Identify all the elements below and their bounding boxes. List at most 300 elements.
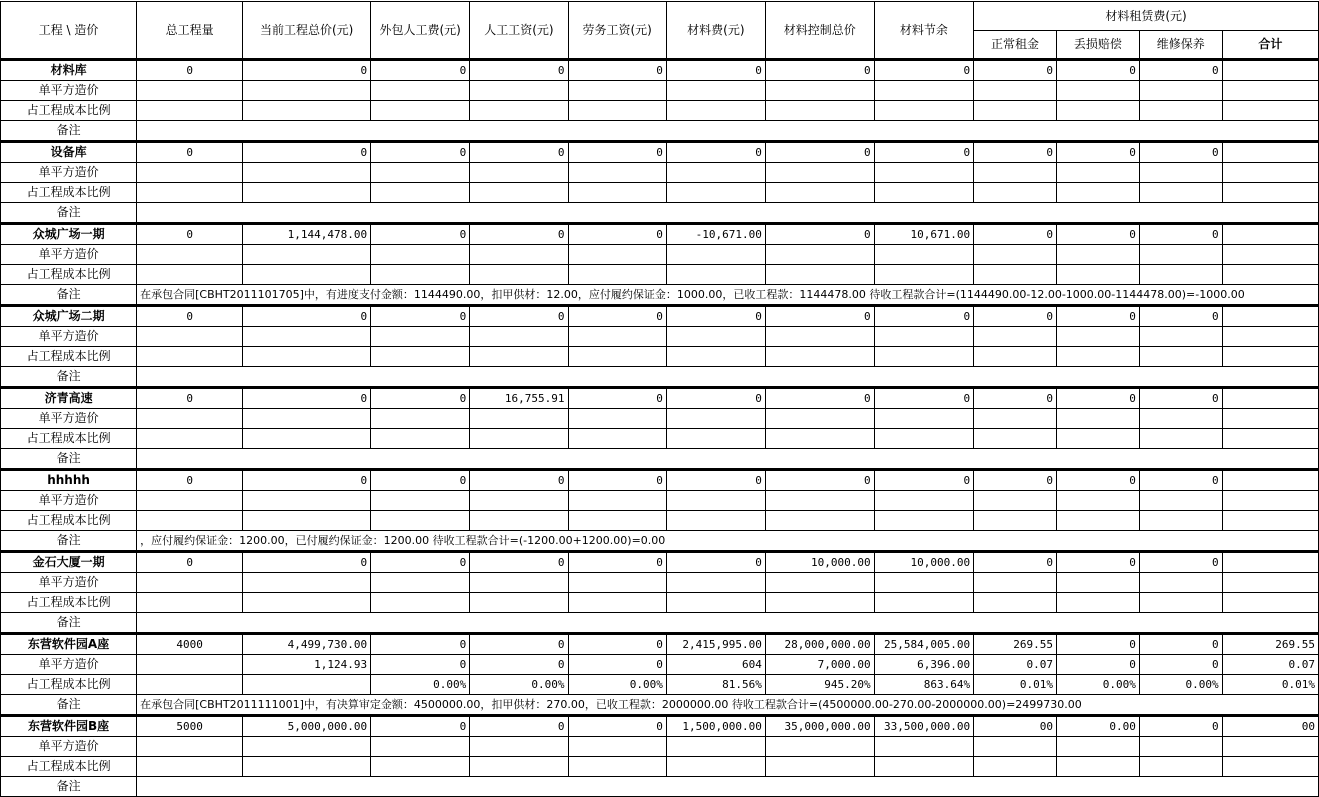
cell-value[interactable] (371, 593, 470, 613)
cell-value[interactable] (371, 429, 470, 449)
cell-value[interactable] (974, 491, 1057, 511)
cell-value[interactable] (243, 593, 371, 613)
remark-cell[interactable] (137, 777, 1319, 797)
cell-value[interactable] (1222, 757, 1318, 777)
cell-value[interactable]: 0 (371, 388, 470, 409)
cell-value[interactable] (765, 409, 874, 429)
cell-value[interactable] (243, 429, 371, 449)
col-header-outsourced-labor[interactable]: 外包人工费(元) (371, 2, 470, 60)
cell-value[interactable]: 0 (243, 306, 371, 327)
cell-value[interactable]: 0 (470, 716, 568, 737)
cell-value[interactable]: 0 (470, 552, 568, 573)
cell-value[interactable] (874, 429, 974, 449)
col-header-service-wages[interactable]: 劳务工资(元) (568, 2, 666, 60)
cell-value[interactable] (666, 327, 765, 347)
cell-value[interactable] (974, 347, 1057, 367)
cell-value[interactable] (137, 737, 243, 757)
cell-value[interactable]: 0 (666, 388, 765, 409)
cell-value[interactable]: 5,000,000.00 (243, 716, 371, 737)
cell-value[interactable] (1056, 757, 1139, 777)
cell-value[interactable] (371, 757, 470, 777)
cell-value[interactable] (874, 593, 974, 613)
cell-value[interactable] (974, 101, 1057, 121)
cell-value[interactable]: 0 (1139, 224, 1222, 245)
cell-value[interactable] (243, 737, 371, 757)
cell-value[interactable]: 0 (568, 552, 666, 573)
cell-value[interactable]: 0 (137, 224, 243, 245)
cell-value[interactable]: 10,671.00 (874, 224, 974, 245)
cell-value[interactable] (874, 163, 974, 183)
cell-value[interactable]: 604 (666, 655, 765, 675)
cell-value[interactable] (371, 183, 470, 203)
cell-value[interactable]: 10,000.00 (874, 552, 974, 573)
cell-value[interactable] (568, 81, 666, 101)
cell-value[interactable] (874, 265, 974, 285)
cell-value[interactable] (765, 81, 874, 101)
cell-value[interactable] (470, 573, 568, 593)
cell-value[interactable]: 0 (974, 470, 1057, 491)
cell-value[interactable] (470, 409, 568, 429)
cell-value[interactable]: 0 (371, 60, 470, 81)
cell-value[interactable] (1056, 491, 1139, 511)
cell-value[interactable]: 1,144,478.00 (243, 224, 371, 245)
cell-value[interactable] (1139, 757, 1222, 777)
cell-value[interactable]: 0 (568, 716, 666, 737)
cell-value[interactable] (666, 245, 765, 265)
col-header-maintenance[interactable]: 维修保养 (1139, 31, 1222, 60)
cell-value[interactable] (874, 757, 974, 777)
cell-value[interactable] (568, 101, 666, 121)
cell-value[interactable] (470, 81, 568, 101)
cell-value[interactable]: 0 (1139, 716, 1222, 737)
cell-value[interactable] (243, 327, 371, 347)
cell-value[interactable]: 0 (470, 224, 568, 245)
cell-value[interactable] (765, 327, 874, 347)
cell-value[interactable] (1222, 101, 1318, 121)
cell-value[interactable] (1139, 81, 1222, 101)
cell-value[interactable]: 0 (371, 306, 470, 327)
col-header-material-savings[interactable]: 材料节余 (874, 2, 974, 60)
cell-value[interactable] (243, 757, 371, 777)
col-header-total-quantity[interactable]: 总工程量 (137, 2, 243, 60)
col-header-material-control-total[interactable]: 材料控制总价 (765, 2, 874, 60)
cell-value[interactable] (1056, 347, 1139, 367)
cell-value[interactable]: 4000 (137, 634, 243, 655)
cell-value[interactable] (874, 737, 974, 757)
cell-value[interactable] (974, 573, 1057, 593)
cell-value[interactable] (666, 409, 765, 429)
cell-value[interactable] (371, 163, 470, 183)
cell-value[interactable] (1222, 347, 1318, 367)
cell-value[interactable] (470, 265, 568, 285)
cell-value[interactable]: 0 (974, 142, 1057, 163)
cell-value[interactable] (974, 593, 1057, 613)
cell-value[interactable]: 0.00% (371, 675, 470, 695)
cell-value[interactable]: 0 (1056, 60, 1139, 81)
project-name[interactable]: 众城广场一期 (1, 224, 137, 245)
cell-value[interactable] (243, 101, 371, 121)
cell-value[interactable] (1139, 409, 1222, 429)
cell-value[interactable]: 0 (666, 470, 765, 491)
cell-value[interactable]: 0 (470, 470, 568, 491)
cell-value[interactable] (137, 757, 243, 777)
cell-value[interactable]: 33,500,000.00 (874, 716, 974, 737)
cell-value[interactable] (470, 593, 568, 613)
remark-cell[interactable] (137, 121, 1319, 142)
cell-value[interactable] (243, 81, 371, 101)
cell-value[interactable]: 0 (874, 388, 974, 409)
cell-value[interactable] (243, 573, 371, 593)
cell-value[interactable] (243, 675, 371, 695)
cell-value[interactable]: 0.00% (1139, 675, 1222, 695)
cell-value[interactable]: 0 (568, 388, 666, 409)
cell-value[interactable]: 0 (568, 60, 666, 81)
cell-value[interactable]: 0 (1139, 634, 1222, 655)
cell-value[interactable]: 10,000.00 (765, 552, 874, 573)
cell-value[interactable]: 0 (371, 552, 470, 573)
cell-value[interactable] (1139, 245, 1222, 265)
cell-value[interactable]: 0 (1139, 470, 1222, 491)
cell-value[interactable] (974, 409, 1057, 429)
cell-value[interactable] (974, 81, 1057, 101)
cell-value[interactable] (765, 265, 874, 285)
cell-value[interactable] (666, 81, 765, 101)
cell-value[interactable] (1222, 265, 1318, 285)
cell-value[interactable]: 0.07 (974, 655, 1057, 675)
cell-value[interactable]: 0 (1139, 306, 1222, 327)
cell-value[interactable]: 0 (1056, 224, 1139, 245)
cell-value[interactable]: 0 (974, 306, 1057, 327)
cell-value[interactable]: 00 (974, 716, 1057, 737)
cell-value[interactable] (470, 737, 568, 757)
cell-value[interactable] (137, 593, 243, 613)
cell-value[interactable] (243, 183, 371, 203)
cell-value[interactable]: 0 (974, 388, 1057, 409)
cell-value[interactable] (470, 245, 568, 265)
cell-value[interactable] (1222, 429, 1318, 449)
cell-value[interactable] (1139, 101, 1222, 121)
cell-value[interactable] (137, 409, 243, 429)
cell-value[interactable] (874, 183, 974, 203)
cell-value[interactable]: -10,671.00 (666, 224, 765, 245)
project-name[interactable]: 东营软件园B座 (1, 716, 137, 737)
cell-value[interactable] (243, 347, 371, 367)
cell-value[interactable] (137, 511, 243, 531)
col-header-current-total-price[interactable]: 当前工程总价(元) (243, 2, 371, 60)
cell-value[interactable] (765, 101, 874, 121)
cell-value[interactable]: 0 (765, 60, 874, 81)
cell-value[interactable]: 7,000.00 (765, 655, 874, 675)
cell-value[interactable] (568, 491, 666, 511)
cell-value[interactable]: 0.00 (1056, 716, 1139, 737)
cell-value[interactable] (1139, 265, 1222, 285)
cell-value[interactable] (874, 327, 974, 347)
cell-value[interactable]: 0 (371, 142, 470, 163)
cell-value[interactable] (666, 265, 765, 285)
cell-value[interactable] (765, 511, 874, 531)
cell-value[interactable] (1139, 347, 1222, 367)
cell-value[interactable]: 0 (1056, 388, 1139, 409)
cell-value[interactable] (137, 655, 243, 675)
cell-value[interactable]: 0 (1139, 388, 1222, 409)
cell-value[interactable] (1222, 409, 1318, 429)
cell-value[interactable]: 0 (1056, 634, 1139, 655)
cell-value[interactable] (470, 511, 568, 531)
cell-value[interactable]: 0 (371, 655, 470, 675)
cell-value[interactable] (137, 101, 243, 121)
cell-value[interactable]: 16,755.91 (470, 388, 568, 409)
cell-value[interactable] (874, 491, 974, 511)
col-header-labor-wages[interactable]: 人工工资(元) (470, 2, 568, 60)
cell-value[interactable]: 2,415,995.00 (666, 634, 765, 655)
cell-value[interactable]: 0 (765, 306, 874, 327)
cell-value[interactable] (1139, 573, 1222, 593)
cell-value[interactable] (1222, 60, 1318, 81)
project-name[interactable]: 众城广场二期 (1, 306, 137, 327)
cell-value[interactable] (137, 163, 243, 183)
cell-value[interactable] (974, 327, 1057, 347)
cell-value[interactable] (137, 347, 243, 367)
cell-value[interactable]: 0 (874, 470, 974, 491)
cell-value[interactable] (974, 737, 1057, 757)
cell-value[interactable]: 0 (1056, 306, 1139, 327)
cell-value[interactable]: 0 (137, 306, 243, 327)
col-header-rental-total[interactable]: 合计 (1222, 31, 1318, 60)
cell-value[interactable]: 0 (470, 306, 568, 327)
cell-value[interactable]: 0 (568, 470, 666, 491)
remark-cell[interactable]: 在承包合同[CBHT2011101705]中，有进度支付金额：1144490.00，扣甲供材：12.00，应付履约保证金：1000.00，已收工程款：1144478.00 待收工程款合计=(1144490.00-12.00-1000.00-1144478.00)=-1000.00 (137, 285, 1319, 306)
cell-value[interactable] (1222, 593, 1318, 613)
cell-value[interactable]: 0 (1056, 655, 1139, 675)
cell-value[interactable] (1222, 142, 1318, 163)
cell-value[interactable]: 0 (371, 470, 470, 491)
cell-value[interactable] (1222, 163, 1318, 183)
cell-value[interactable] (765, 593, 874, 613)
cell-value[interactable] (470, 327, 568, 347)
cell-value[interactable] (568, 737, 666, 757)
cell-value[interactable] (137, 491, 243, 511)
cell-value[interactable] (1139, 163, 1222, 183)
cell-value[interactable]: 4,499,730.00 (243, 634, 371, 655)
project-name[interactable]: 金石大厦一期 (1, 552, 137, 573)
cell-value[interactable] (974, 511, 1057, 531)
remark-cell[interactable] (137, 613, 1319, 634)
cell-value[interactable]: 0 (371, 224, 470, 245)
cell-value[interactable]: 0 (1139, 60, 1222, 81)
cell-value[interactable] (666, 429, 765, 449)
cell-value[interactable]: 0 (666, 142, 765, 163)
cell-value[interactable] (243, 409, 371, 429)
cell-value[interactable] (874, 511, 974, 531)
cell-value[interactable] (371, 737, 470, 757)
cell-value[interactable]: 0 (137, 60, 243, 81)
cell-value[interactable] (371, 265, 470, 285)
cell-value[interactable] (765, 183, 874, 203)
cell-value[interactable] (765, 757, 874, 777)
cell-value[interactable]: 0 (243, 470, 371, 491)
cell-value[interactable]: 28,000,000.00 (765, 634, 874, 655)
cell-value[interactable] (874, 573, 974, 593)
cell-value[interactable] (1056, 511, 1139, 531)
cell-value[interactable]: 0 (243, 60, 371, 81)
cell-value[interactable] (765, 163, 874, 183)
cell-value[interactable] (137, 245, 243, 265)
remark-cell[interactable]: 在承包合同[CBHT2011111001]中，有决算审定金额：4500000.00，扣甲供材：270.00，已收工程款：2000000.00 待收工程款合计=(4500000.00-270.00-2000000.00)=2499730.00 (137, 695, 1319, 716)
project-name[interactable]: 东营软件园A座 (1, 634, 137, 655)
cell-value[interactable] (243, 511, 371, 531)
cell-value[interactable] (666, 757, 765, 777)
cell-value[interactable] (1056, 265, 1139, 285)
cell-value[interactable] (974, 429, 1057, 449)
cell-value[interactable]: 0 (243, 142, 371, 163)
cell-value[interactable] (470, 757, 568, 777)
cell-value[interactable] (568, 573, 666, 593)
cell-value[interactable] (765, 245, 874, 265)
cell-value[interactable] (470, 183, 568, 203)
cell-value[interactable] (666, 593, 765, 613)
cell-value[interactable] (371, 245, 470, 265)
cell-value[interactable] (137, 327, 243, 347)
cell-value[interactable]: 0 (765, 142, 874, 163)
cell-value[interactable] (765, 491, 874, 511)
cell-value[interactable]: 0 (974, 60, 1057, 81)
cell-value[interactable] (974, 757, 1057, 777)
cell-value[interactable]: 0 (568, 224, 666, 245)
cell-value[interactable] (371, 573, 470, 593)
cell-value[interactable] (1056, 327, 1139, 347)
cell-value[interactable] (1139, 429, 1222, 449)
cell-value[interactable] (568, 265, 666, 285)
cell-value[interactable]: 0 (568, 142, 666, 163)
cell-value[interactable] (137, 265, 243, 285)
cell-value[interactable] (568, 245, 666, 265)
cell-value[interactable]: 945.20% (765, 675, 874, 695)
col-header-loss-compensation[interactable]: 丢损赔偿 (1056, 31, 1139, 60)
cell-value[interactable] (765, 737, 874, 757)
cell-value[interactable] (1056, 245, 1139, 265)
cell-value[interactable]: 0 (1056, 552, 1139, 573)
cell-value[interactable]: 1,500,000.00 (666, 716, 765, 737)
col-header-rental-group[interactable]: 材料租赁费(元) (974, 2, 1319, 31)
cell-value[interactable] (470, 347, 568, 367)
cell-value[interactable]: 0 (470, 634, 568, 655)
cell-value[interactable]: 0 (137, 470, 243, 491)
cell-value[interactable] (371, 511, 470, 531)
cell-value[interactable] (243, 245, 371, 265)
cell-value[interactable]: 0 (765, 388, 874, 409)
cell-value[interactable]: 0 (765, 470, 874, 491)
cell-value[interactable]: 0 (1139, 552, 1222, 573)
cell-value[interactable] (1222, 327, 1318, 347)
remark-cell[interactable] (137, 203, 1319, 224)
cell-value[interactable]: 269.55 (974, 634, 1057, 655)
cell-value[interactable]: 0 (470, 655, 568, 675)
cell-value[interactable] (568, 183, 666, 203)
cell-value[interactable] (137, 675, 243, 695)
cell-value[interactable] (1139, 511, 1222, 531)
cell-value[interactable] (371, 101, 470, 121)
cell-value[interactable] (666, 347, 765, 367)
cell-value[interactable]: 0 (371, 716, 470, 737)
cell-value[interactable] (568, 429, 666, 449)
cell-value[interactable]: 5000 (137, 716, 243, 737)
cell-value[interactable]: 0 (666, 552, 765, 573)
cell-value[interactable]: 0 (765, 224, 874, 245)
cell-value[interactable]: 0 (568, 655, 666, 675)
cell-value[interactable] (1056, 409, 1139, 429)
cell-value[interactable]: 0 (1139, 655, 1222, 675)
cell-value[interactable] (1056, 101, 1139, 121)
cell-value[interactable] (666, 491, 765, 511)
cell-value[interactable] (568, 409, 666, 429)
cell-value[interactable] (974, 183, 1057, 203)
cell-value[interactable] (1222, 183, 1318, 203)
cell-value[interactable] (666, 737, 765, 757)
cell-value[interactable] (974, 245, 1057, 265)
cell-value[interactable]: 0 (568, 306, 666, 327)
cell-value[interactable] (1056, 429, 1139, 449)
cell-value[interactable] (974, 265, 1057, 285)
cell-value[interactable] (1056, 81, 1139, 101)
cell-value[interactable]: 00 (1222, 716, 1318, 737)
cell-value[interactable] (137, 573, 243, 593)
cell-value[interactable]: 0 (874, 142, 974, 163)
cell-value[interactable] (666, 163, 765, 183)
cell-value[interactable] (243, 163, 371, 183)
remark-cell[interactable] (137, 367, 1319, 388)
cell-value[interactable] (568, 593, 666, 613)
cell-value[interactable] (874, 101, 974, 121)
cell-value[interactable]: 0 (1139, 142, 1222, 163)
cell-value[interactable]: 0 (974, 552, 1057, 573)
cell-value[interactable] (243, 265, 371, 285)
cell-value[interactable]: 25,584,005.00 (874, 634, 974, 655)
cell-value[interactable] (470, 491, 568, 511)
cell-value[interactable]: 0 (243, 552, 371, 573)
cell-value[interactable]: 0 (666, 60, 765, 81)
cell-value[interactable]: 0 (470, 142, 568, 163)
cell-value[interactable] (371, 409, 470, 429)
cell-value[interactable]: 863.64% (874, 675, 974, 695)
cell-value[interactable]: 0.00% (470, 675, 568, 695)
cell-value[interactable] (874, 245, 974, 265)
cell-value[interactable]: 0 (666, 306, 765, 327)
cell-value[interactable] (1222, 388, 1318, 409)
cell-value[interactable]: 0 (243, 388, 371, 409)
cell-value[interactable]: 35,000,000.00 (765, 716, 874, 737)
cell-value[interactable]: 0 (874, 306, 974, 327)
cell-value[interactable] (568, 347, 666, 367)
col-header-material-cost[interactable]: 材料费(元) (666, 2, 765, 60)
cell-value[interactable]: 0 (137, 388, 243, 409)
cell-value[interactable] (974, 163, 1057, 183)
cell-value[interactable] (1139, 593, 1222, 613)
cell-value[interactable] (568, 163, 666, 183)
cell-value[interactable]: 0 (137, 142, 243, 163)
cell-value[interactable] (874, 409, 974, 429)
cell-value[interactable] (765, 347, 874, 367)
cell-value[interactable] (470, 429, 568, 449)
cell-value[interactable] (1139, 737, 1222, 757)
cell-value[interactable] (243, 491, 371, 511)
cell-value[interactable]: 0.01% (974, 675, 1057, 695)
cell-value[interactable] (371, 327, 470, 347)
project-name[interactable]: 济青高速 (1, 388, 137, 409)
cell-value[interactable] (1222, 306, 1318, 327)
cell-value[interactable] (874, 81, 974, 101)
remark-cell[interactable]: ，应付履约保证金：1200.00，已付履约保证金：1200.00 待收工程款合计=(-1200.00+1200.00)=0.00 (137, 531, 1319, 552)
cell-value[interactable] (568, 327, 666, 347)
